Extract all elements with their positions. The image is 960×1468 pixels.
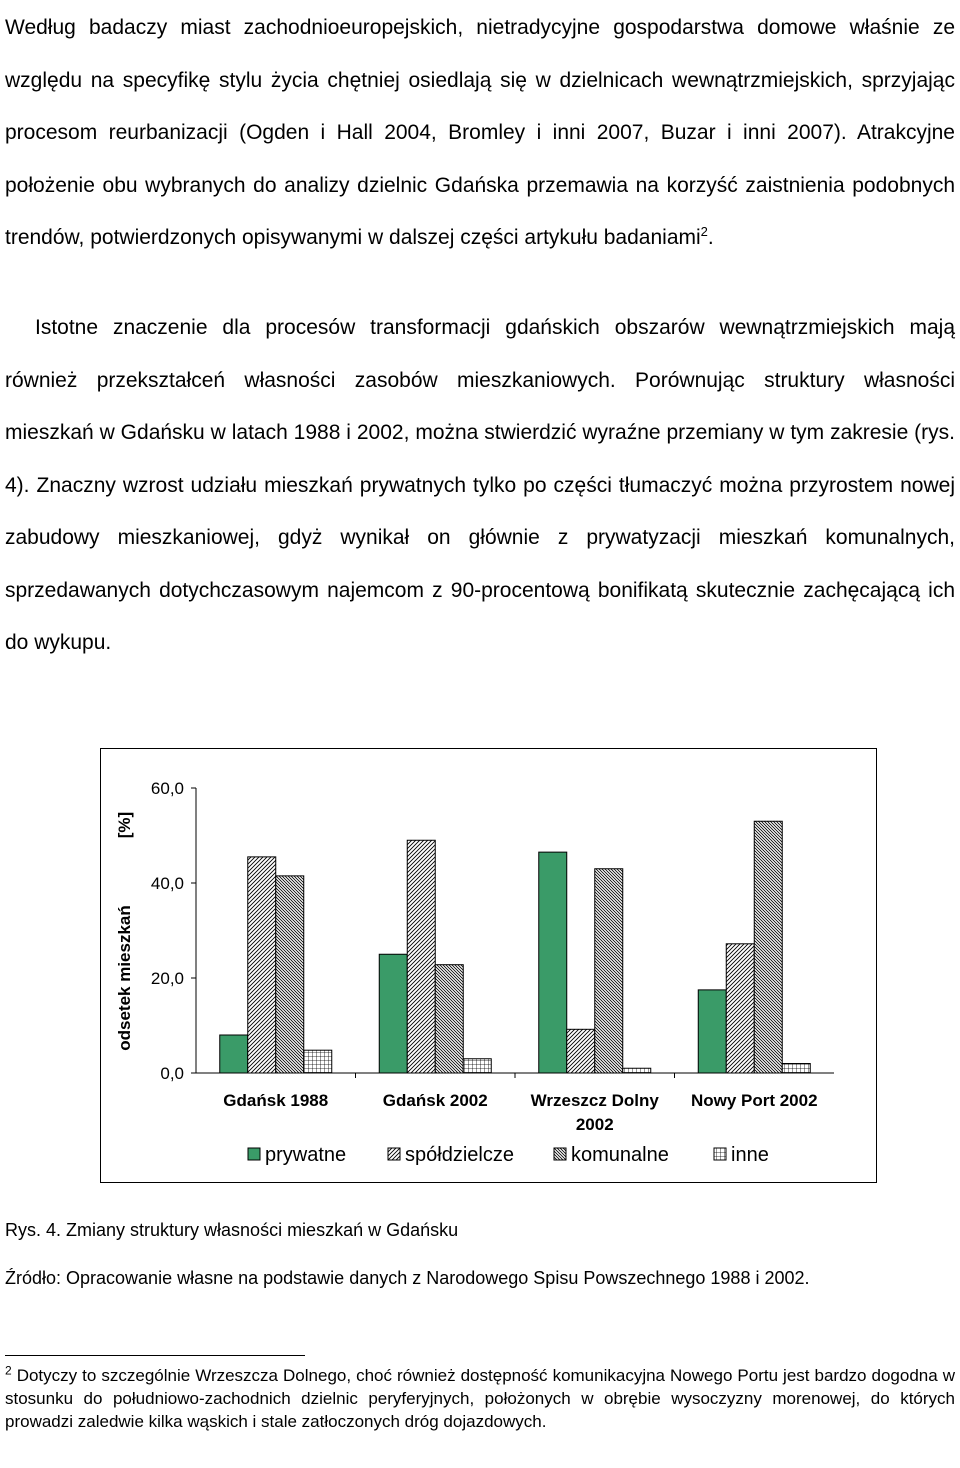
legend-swatch-prywatne [248,1148,260,1160]
legend-label-inne: inne [731,1144,769,1166]
bar-prywatne-2 [539,852,567,1073]
legend-swatch-spółdzielcze [388,1148,400,1160]
paragraph-2: Istotne znaczenie dla procesów transformacji gdańskich obszarów wewnątrzmiejskich mają również przekształceń własności zasobów mieszkaniowych. Porównując struktury własności mieszkań w Gdańsku w latach 1988 i 2002, można stwierdzić wyraźne przemiany w tym zakresie (rys. 4). Znaczny wzrost udziału mieszkań prywatnych tylko po części tłumaczyć można przyrostem nowej zabudowy mieszkaniowej, gdyż wynikał on głównie z prywatyzacji mieszkań komunalnych, sprzedawanych dotychczasowym najemcom z 90-procentową bonifikatą skutecznie zachęcającą ich do wykupu. [5,316,955,654]
bar-spółdzielcze-0 [248,857,276,1073]
footnote-text-b: choć również dostępność komunikacyjna Nowego Portu jest bardzo dogodna w stosunku do południowo-zachodnich dzielnic peryferyjnych, położonych w obrębie wysoczyzny morenowej, do których prowadzi zaledwie kilka wąskich i stale zatłoczonych dróg dojazdowych. [5,1366,955,1431]
bar-inne-1 [463,1059,491,1073]
bar-spółdzielcze-2 [567,1029,595,1073]
x-tick-label: Nowy Port 2002 [690,1091,818,1110]
bar-inne-2 [623,1068,651,1073]
footnote-text-a: Dotyczy to szczególnie Wrzeszcza Dolnego, [11,1366,352,1385]
bar-spółdzielcze-3 [726,944,754,1073]
y-tick-label: 40,0 [150,874,184,893]
paragraph-1 [5,2,955,265]
legend-swatch-komunalne [554,1148,566,1160]
figure-source: Źródło: Opracowanie własne na podstawie danych z Narodowego Spisu Powszechnego 1988 i 2002. [5,1268,810,1288]
footnote-divider [5,1355,305,1356]
y-tick-label: 20,0 [150,969,184,988]
bar-komunalne-2 [595,869,623,1073]
y-axis-label: odsetek mieszkań [115,905,134,1051]
legend-swatch-inne [714,1148,726,1160]
figure-caption: Rys. 4. Zmiany struktury własności mieszkań w Gdańsku [5,1220,459,1240]
y-tick-label: 60,0 [150,779,184,798]
x-tick-label: 2002 [575,1115,614,1134]
bar-prywatne-0 [220,1035,248,1073]
footnote-number: 2 [5,1363,12,1378]
legend-label-spółdzielcze: spółdzielcze [405,1144,514,1166]
bar-komunalne-3 [754,821,782,1073]
legend-label-prywatne: prywatne [265,1144,347,1166]
bar-komunalne-0 [276,876,304,1073]
x-tick-label: Wrzeszcz Dolny [530,1091,659,1110]
bar-komunalne-1 [435,965,463,1073]
legend-label-komunalne: komunalne [571,1144,669,1166]
x-tick-label: Gdańsk 1988 [223,1091,329,1110]
bar-prywatne-3 [698,990,726,1073]
ownership-bar-chart [100,748,878,1184]
y-tick-label: 0,0 [160,1064,184,1083]
bar-inne-3 [782,1064,810,1074]
bar-spółdzielcze-1 [407,840,435,1073]
y-axis-unit-label: [%] [115,811,134,839]
footnote-ref[interactable]: 2 [700,224,708,239]
bar-prywatne-1 [379,954,407,1073]
x-tick-label: Gdańsk 2002 [382,1091,488,1110]
paragraph-1-end: . [707,226,714,249]
paragraph-1-text: Według badaczy miast zachodnioeuropejskich, nietradycyjne gospodarstwa domowe właśnie ze względu na specyfikę stylu życia chętniej osiedlają się w dzielnicach wewnątrzmiejskich, sprzyjając procesom reurbanizacji (Ogden i Hall 2004, Bromley i inni 2007, Buzar i inni 2007). Atrakcyjne położenie obu wybranych do analizy dzielnic Gdańska przemawia na korzyść zaistnienia podobnych trendów, potwierdzonych opisywanymi w dalszej części artykułu badaniami [5,16,955,249]
footnote [5,1364,955,1433]
bar-inne-0 [304,1050,332,1073]
